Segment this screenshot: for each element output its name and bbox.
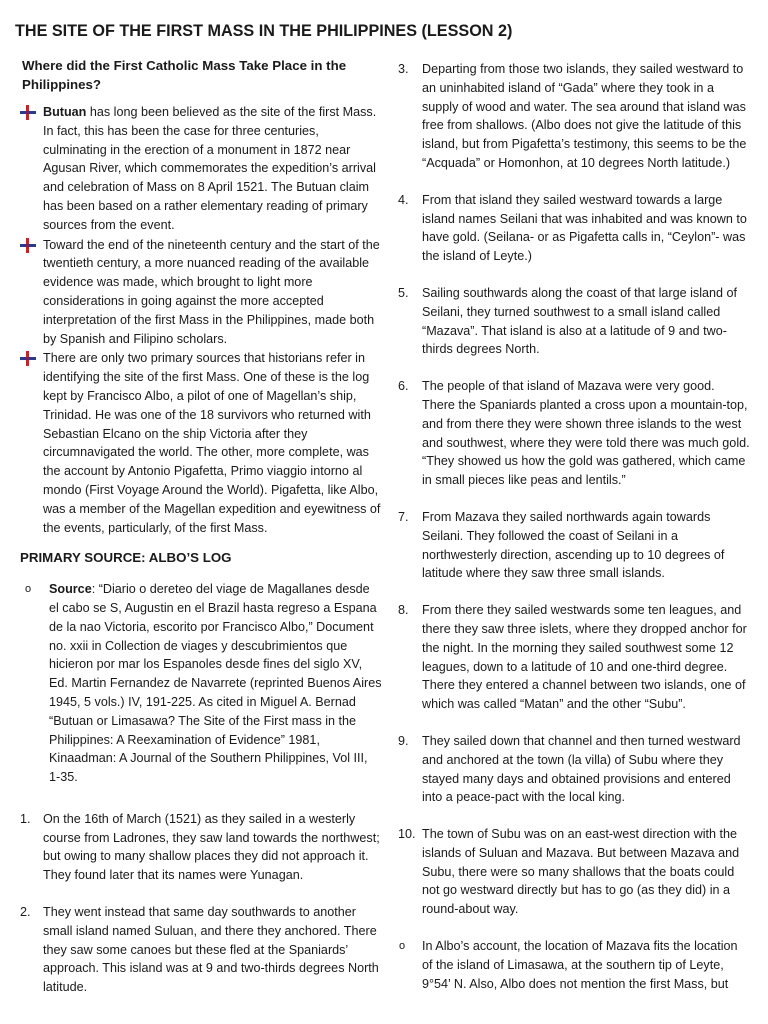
list-item: [20, 810, 382, 885]
left-column: [20, 56, 382, 1015]
flag-cross-bullet-icon: [20, 238, 36, 253]
item-text: From Mazava they sailed northwards again towards Seilani. They followed the coast of Seilani in a northwesterly direction, ascending up to 10 degrees of latitude where they saw three small islands.: [422, 509, 725, 581]
list-item: [20, 903, 382, 997]
bullet-text: has long been believed as the site of the first Mass. In fact, this has been the case for three centuries, culminating in the erection of a monument in 1872 near Agusan River, which commemorates the expedition’s arrival and celebration of Mass on 8 April 1521. The Butuan claim has been based on a rather elementary reading of primary sources from the event.: [43, 105, 377, 232]
item-text: They went instead that same day southwards to another small island named Suluan, and there they anchored. There they saw some canoes but these fled at the Spaniards’ approach. This island was at 9 and two-thirds degrees North latitude.: [43, 905, 379, 995]
item-number: 8.: [398, 603, 409, 618]
source-citation: [20, 580, 382, 787]
list-item: [398, 601, 750, 714]
section-question: Where did the First Catholic Mass Take Place in the Philippines?: [22, 58, 347, 92]
item-number: 5.: [398, 285, 409, 300]
list-item: [398, 508, 750, 583]
list-item: [398, 825, 750, 919]
item-number: 2.: [20, 905, 31, 920]
item-number: 6.: [398, 379, 409, 394]
item-number: 9.: [398, 733, 409, 748]
bullet-lead: Butuan: [43, 105, 87, 119]
bullet-item: [20, 236, 382, 349]
item-text: They sailed down that channel and then turned westward and anchored at the town (la villa) of Subu where they stayed many days and obtained provisions and entered into a peace-pact with the local king.: [422, 733, 741, 805]
list-item: [398, 191, 750, 266]
item-text: From there they sailed westwards some ten leagues, and there they saw three islets, where they dropped anchor for the night. In the morning they sailed southwest some 12 leagues, down to a latitude of 10 and one-third degree. There they entered a channel between two islands, one of which was called “Matan” and the other “Subu”.: [422, 603, 747, 712]
bullet-text: There are only two primary sources that historians refer in identifying the site of the first Mass. One of these is the log kept by Francisco Albo, a pilot of one of Magellan’s ship, Trinidad. He was one of the 18 survivors who returned with Sebastian Elcano on the ship Victoria after they circumnavigated the world. The other, more complete, was the account by Antonio Pigafetta, Primo viaggio intorno al mondo (First Voyage Around the World). Pigafetta, like Albo, was a member of the Magellan expedition and eyewitness of the events, particularly, of the first Mass.: [43, 351, 381, 535]
source-text: : “Diario o dereteo del viage de Magallanes desde el cabo se S, Augustin en el Brazil hasta regreso a Espana de la nao Victoria, escorito por Francisco Albo,” Document no. xxii in Collection de viages y descubrimientos que hicieron por mar los Espanoles desde fines del siglo XV, Ed. Martin Fernandez de Navarrete (reprinted Buenos Aires 1945, 5 vols.) IV, 191-225. As cited in Miguel A. Bernad “Butuan or Limasawa? The Site of the First mass in the Philippines: A Reexamination of Evidence” 1981, Kinaadman: A Journal of the Southern Philippines, Vol III, 1-35.: [49, 582, 382, 785]
bullet-item: [20, 103, 382, 235]
item-text: The people of that island of Mazava were very good. There the Spaniards planted a cross upon a mountain-top, and from there they were shown three islands to the west and southwest, where they were told there was much gold. “They showed us how the gold was gathered, which came in small pieces like peas and lentils.”: [422, 379, 750, 488]
item-number: 1.: [20, 811, 31, 826]
item-number: 10.: [398, 827, 416, 842]
flag-cross-bullet-icon: [20, 351, 36, 366]
item-text: On the 16th of March (1521) as they sailed in a westerly course from Ladrones, they saw land towards the northwest; but owing to many shallow places they did not approach it. They found later that its names were Yunagan.: [43, 811, 380, 883]
item-text: From that island they sailed westward towards a large island names Seilani that was inhabited and was known to have gold. (Seilana- or as Pigafetta calls in, “Ceylon”- was the island of Leyte.): [422, 192, 747, 264]
page-title: THE SITE OF THE FIRST MASS IN THE PHILIPPINES (LESSON 2): [15, 22, 513, 40]
item-text: The town of Subu was on an east-west direction with the islands of Suluan and Mazava. But between Mazava and Subu, there were so many shallows that the boats could not go westward directly but has to go (as they did) in a round-about way.: [422, 827, 740, 917]
flag-cross-bullet-icon: [20, 105, 36, 120]
item-number: 3.: [398, 62, 409, 76]
section-heading: PRIMARY SOURCE: ALBO’S LOG: [20, 550, 232, 566]
closing-text: In Albo’s account, the location of Mazava fits the location of the island of Limasawa, at the southern tip of Leyte, 9°54’ N. Also, Albo does not mention the first Mass, but: [422, 939, 738, 991]
list-item: [398, 60, 750, 173]
source-label: Source: [49, 582, 92, 597]
list-item: [398, 377, 750, 490]
bullet-text: Toward the end of the nineteenth century and the start of the twentieth century, a more nuanced reading of the available evidence was made, which brought to light more considerations in going against the more accepted interpretation of the first Mass in the Philippines, made both by Spanish and Filipino scholars.: [43, 237, 380, 346]
circle-bullet-icon: o: [25, 583, 32, 596]
list-item: [398, 732, 750, 807]
item-number: 7.: [398, 509, 409, 524]
item-text: Departing from those two islands, they sailed westward to an uninhabited island of “Gada” where they took in a supply of wood and water. The sea around that island was free from shallows. (Albo does not give the latitude of this island, but from Pigafetta’s testimony, this seems to be the “Acquada” or Homonhon, at 10 degrees North latitude.): [422, 62, 747, 170]
item-number: 4.: [398, 192, 409, 207]
list-item: [398, 284, 750, 359]
bullet-item: [20, 349, 382, 537]
item-text: Sailing southwards along the coast of that large island of Seilani, they turned southwest to a small island called “Mazava”. That island is also at a latitude of 9 and two-thirds degrees North.: [422, 285, 738, 357]
right-column: [398, 56, 750, 993]
circle-bullet-icon: o: [399, 940, 406, 953]
closing-note: [398, 937, 750, 993]
